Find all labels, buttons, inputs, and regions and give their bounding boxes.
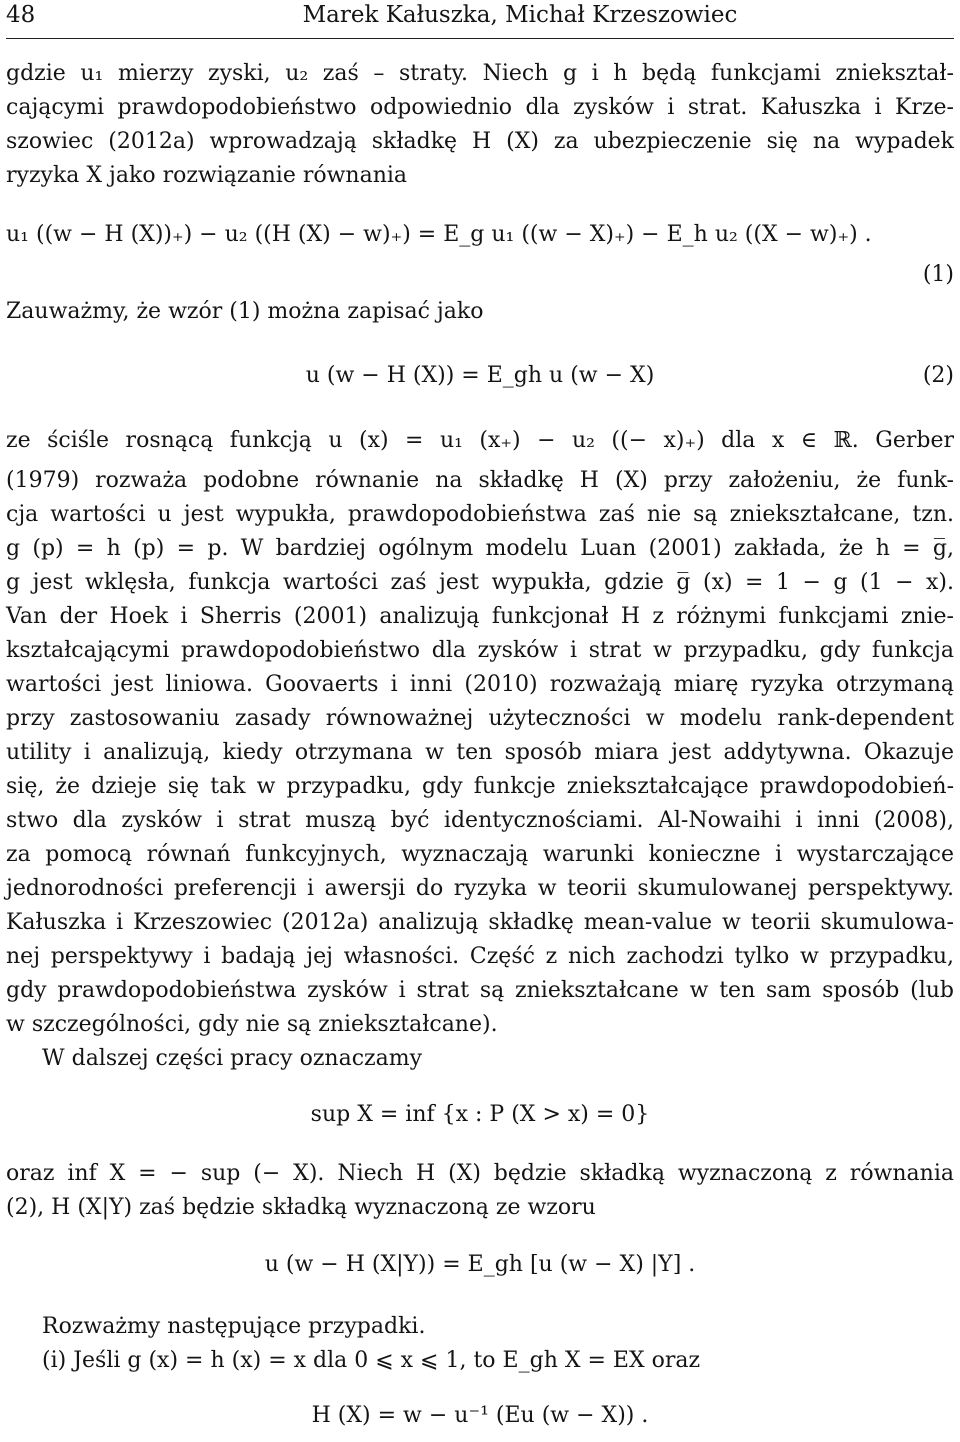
text-line: utility i analizują, kiedy otrzymana w ten sposób miara jest addytywna. Okazuje (6, 740, 954, 765)
text-line: przy zastosowaniu zasady równoważnej użyteczności w modelu rank-dependent (6, 706, 954, 731)
text-line: Rozważmy następujące przypadki. (42, 1314, 426, 1339)
text-line: gdzie u₁ mierzy zyski, u₂ zaś – straty. Niech g i h będą funkcjami zniekształ- (6, 61, 954, 86)
text-line: cja wartości u jest wypukła, prawdopodobieństwa zaś nie są zniekształcane, tzn. (6, 502, 954, 527)
equation-2 (6, 356, 954, 396)
text-line: ze ściśle rosnącą funkcją u (x) = u₁ (x₊) − u₂ ((− x)₊) dla x ∈ ℝ. Gerber (6, 428, 954, 453)
text-line: nej perspektywy i badają jej własności. Część z nich zachodzi tylko w przypadku, (6, 944, 954, 969)
text-line: g (p) = h (p) = p. W bardziej ogólnym modelu Luan (2001) zakłada, że h = g̅, (6, 536, 954, 561)
text-line: Kałuszka i Krzeszowiec (2012a) analizują składkę mean-value w teorii skumulowa- (6, 910, 954, 935)
text-line: szowiec (2012a) wprowadzają składkę H (X) za ubezpieczenie się na wypadek (6, 129, 954, 154)
text-line: cającymi prawdopodobieństwo odpowiednio dla zysków i strat. Kałuszka i Krze- (6, 95, 954, 120)
text-line: (2), H (X|Y) zaś będzie składką wyznaczoną ze wzoru (6, 1195, 596, 1220)
text-line: (1979) rozważa podobne równanie na składkę H (X) przy założeniu, że funk- (6, 468, 954, 493)
text-line: W dalszej części pracy oznaczamy (42, 1046, 423, 1071)
text-line: wartości jest liniowa. Goovaerts i inni (2010) rozważają miarę ryzyka otrzymaną (6, 672, 954, 697)
text-line: za pomocą równań funkcyjnych, wyznaczają warunki konieczne i wystarczające (6, 842, 954, 867)
page-number: 48 (6, 2, 36, 28)
equation-last-body: H (X) = w − u⁻¹ (Eu (w − X)) . (311, 1403, 649, 1428)
text-line: (i) Jeśli g (x) = h (x) = x dla 0 ⩽ x ⩽ 1, to E_gh X = EX oraz (42, 1348, 701, 1373)
text-line: gdy prawdopodobieństwa zysków i strat są zniekształcane w ten sam sposób (lub (6, 978, 954, 1003)
text-line: stwo dla zysków i strat muszą być identycznościami. Al-Nowaihi i inni (2008), (6, 808, 954, 833)
equation-conditional-body: u (w − H (X|Y)) = E_gh [u (w − X) |Y] . (264, 1252, 696, 1277)
equation-sup-body: sup X = inf {x : P (X > x) = 0} (310, 1102, 650, 1127)
text-line: ryzyka X jako rozwiązanie równania (6, 163, 408, 188)
equation-1-number: (1) (922, 262, 954, 287)
text-line: jednorodności preferencji i awersji do ryzyka w teorii skumulowanej perspektywy. (6, 876, 954, 901)
equation-sup (6, 1095, 954, 1135)
running-header (6, 0, 954, 36)
running-header-authors: Marek Kałuszka, Michał Krzeszowiec (302, 2, 738, 28)
equation-2-body: u (w − H (X)) = E_gh u (w − X) (305, 363, 655, 388)
equation-last (6, 1396, 954, 1436)
equation-1-body: u₁ ((w − H (X))₊) − u₂ ((H (X) − w)₊) = E_g u₁ ((w − X)₊) − E_h u₂ ((X − w)₊) . (6, 222, 872, 247)
text-line: w szczególności, gdy nie są zniekształcane). (6, 1012, 498, 1037)
header-rule (6, 38, 954, 39)
text-line: się, że dzieje się tak w przypadku, gdy funkcje zniekształcające prawdopodobień- (6, 774, 954, 799)
equation-conditional (6, 1245, 954, 1285)
text-line: g jest wklęsła, funkcja wartości zaś jest wypukła, gdzie g̅ (x) = 1 − g (1 − x). (6, 570, 954, 595)
text-line: Van der Hoek i Sherris (2001) analizują funkcjonał H z różnymi funkcjami znie- (6, 604, 954, 629)
text-line: Zauważmy, że wzór (1) można zapisać jako (6, 299, 484, 324)
equation-1 (6, 215, 954, 255)
equation-2-number: (2) (922, 363, 954, 388)
text-line: oraz inf X = − sup (− X). Niech H (X) będzie składką wyznaczoną z równania (6, 1161, 954, 1186)
text-line: kształcającymi prawdopodobieństwo dla zysków i strat w przypadku, gdy funkcja (6, 638, 954, 663)
